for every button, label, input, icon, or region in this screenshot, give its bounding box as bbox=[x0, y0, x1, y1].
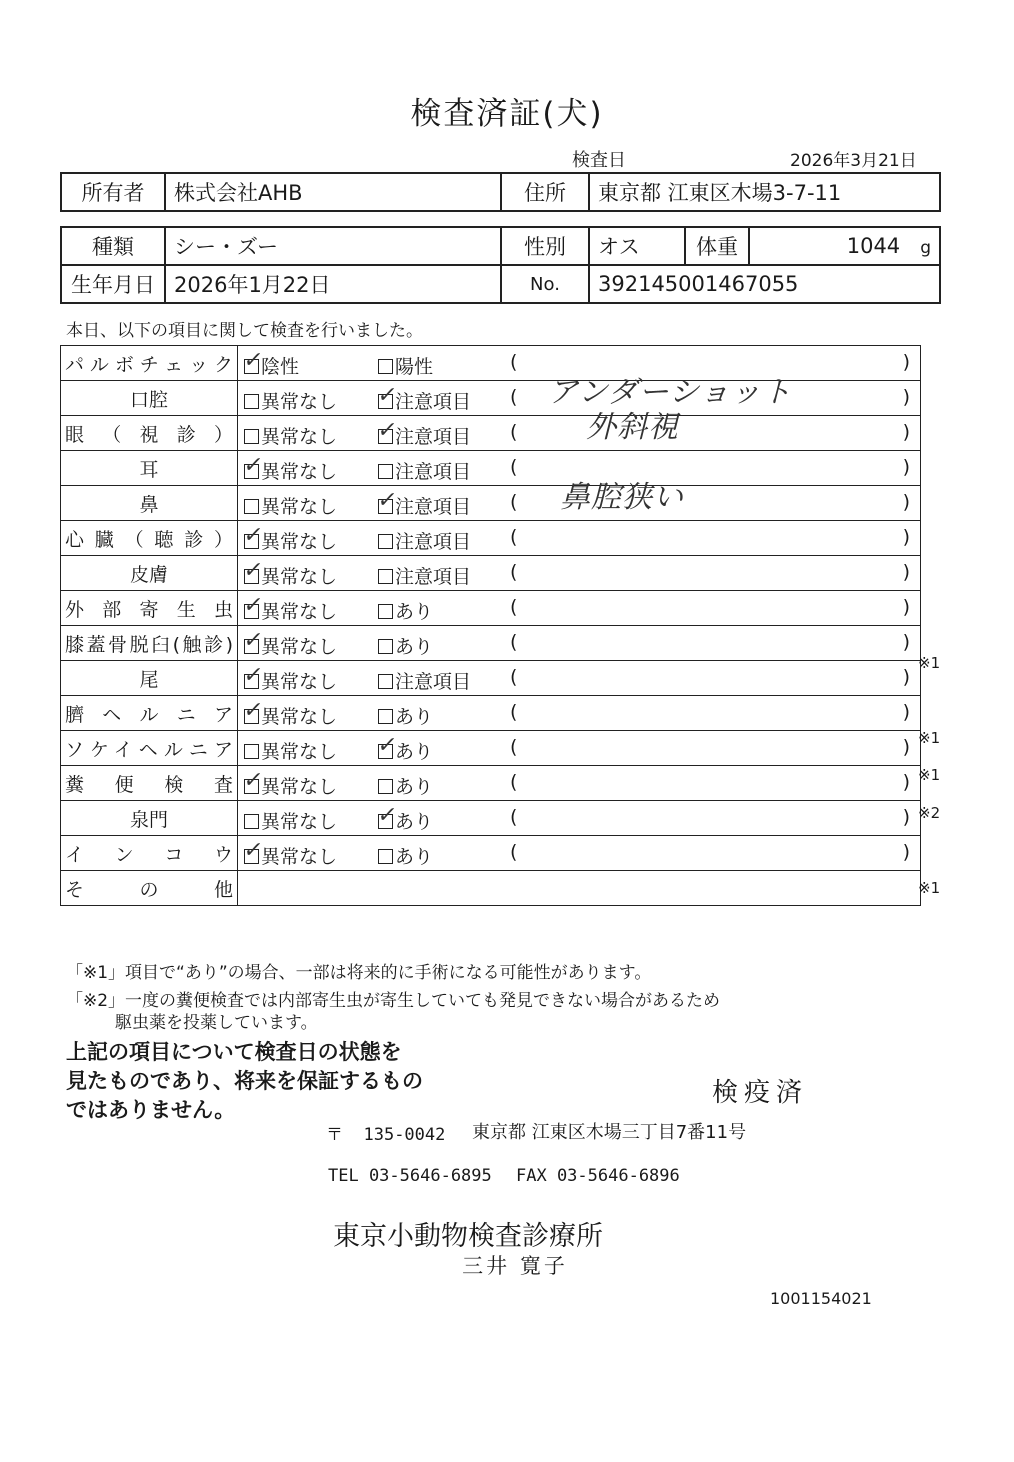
sex-label: 性別 bbox=[501, 227, 589, 265]
option-1-label: 異常なし bbox=[261, 811, 338, 833]
exam-item-body bbox=[238, 556, 921, 591]
option-2-label: 注意項目 bbox=[395, 391, 472, 413]
option-2[interactable] bbox=[375, 383, 472, 414]
exam-item-name: 眼（視診） bbox=[61, 416, 238, 451]
close-paren: ) bbox=[902, 456, 910, 478]
option-1[interactable] bbox=[241, 348, 300, 379]
close-paren: ) bbox=[902, 421, 910, 443]
checkbox-icon[interactable] bbox=[378, 359, 393, 374]
exam-row bbox=[61, 521, 921, 556]
exam-item-name: 耳 bbox=[61, 451, 238, 486]
option-2-label: 注意項目 bbox=[395, 461, 472, 483]
option-2[interactable] bbox=[375, 803, 434, 834]
option-2[interactable] bbox=[378, 527, 471, 554]
exam-item-body bbox=[238, 410, 921, 451]
open-paren: ( bbox=[510, 421, 518, 443]
birth-value: 2026年1月22日 bbox=[165, 265, 501, 303]
option-1-label: 異常なし bbox=[261, 531, 338, 553]
footnote-reference: ※1 bbox=[918, 878, 941, 897]
handwritten-note: 外斜視 bbox=[586, 410, 679, 445]
check-mark-icon: ✓ bbox=[241, 453, 265, 478]
weight-cell bbox=[749, 227, 940, 265]
birth-label: 生年月日 bbox=[61, 265, 165, 303]
option-1[interactable] bbox=[241, 628, 338, 659]
exam-item-name: 膝蓋骨脱臼(触診) bbox=[61, 626, 238, 661]
option-2-label: 注意項目 bbox=[395, 671, 472, 693]
exam-item-body bbox=[238, 661, 921, 696]
close-paren: ) bbox=[902, 771, 910, 793]
footnote-1: 「※1」項目で“あり”の場合、一部は将来的に手術になる可能性があります。 bbox=[66, 963, 652, 983]
option-2-label: あり bbox=[395, 636, 434, 658]
open-paren: ( bbox=[510, 596, 518, 618]
option-1-label: 異常なし bbox=[261, 461, 338, 483]
option-1[interactable] bbox=[241, 523, 338, 554]
option-1[interactable] bbox=[241, 768, 338, 799]
option-1-label: 異常なし bbox=[261, 496, 338, 518]
close-paren: ) bbox=[902, 806, 910, 828]
option-2[interactable] bbox=[375, 733, 434, 764]
option-1[interactable] bbox=[241, 558, 338, 589]
exam-item-name: ソケイヘルニア bbox=[61, 731, 238, 766]
clinic-name: 東京小動物検査診療所 bbox=[333, 1221, 603, 1252]
option-2[interactable] bbox=[378, 562, 471, 589]
checkbox-icon[interactable] bbox=[244, 394, 259, 409]
open-paren: ( bbox=[510, 771, 518, 793]
postal-line bbox=[326, 1120, 445, 1145]
exam-row bbox=[61, 626, 921, 661]
checkbox-icon[interactable] bbox=[375, 803, 399, 829]
quarantine-stamp: 検疫済 bbox=[712, 1078, 809, 1108]
exam-row bbox=[61, 591, 921, 626]
option-1[interactable] bbox=[244, 807, 337, 834]
no-label: No. bbox=[501, 265, 589, 303]
exam-item-body bbox=[238, 375, 921, 416]
check-mark-icon: ✓ bbox=[375, 733, 399, 758]
clinic-address: 東京都 江東区木場三丁目7番11号 bbox=[472, 1122, 747, 1143]
open-paren: ( bbox=[510, 386, 518, 408]
exam-item-body bbox=[238, 836, 921, 871]
option-1[interactable] bbox=[241, 698, 338, 729]
other-label: その他 bbox=[61, 871, 238, 906]
open-paren: ( bbox=[510, 701, 518, 723]
option-1[interactable] bbox=[241, 593, 338, 624]
weight-label: 体重 bbox=[685, 227, 749, 265]
check-mark-icon: ✓ bbox=[241, 523, 265, 548]
disclaimer bbox=[66, 1038, 423, 1125]
footnote-reference: ※1 bbox=[918, 654, 941, 673]
exam-item-name: 泉門 bbox=[61, 801, 238, 836]
clinic-fax: FAX 03-5646-6896 bbox=[516, 1166, 680, 1186]
exam-item-name: 口腔 bbox=[61, 381, 238, 416]
checkbox-icon[interactable] bbox=[244, 429, 259, 444]
option-2-label: 陽性 bbox=[395, 356, 434, 378]
option-2-label: あり bbox=[395, 811, 434, 833]
option-1-label: 異常なし bbox=[261, 846, 338, 868]
option-1-label: 陰性 bbox=[261, 356, 300, 378]
exam-row bbox=[61, 486, 921, 521]
address-value: 東京都 江東区木場3-7-11 bbox=[589, 173, 940, 211]
checkbox-icon[interactable] bbox=[244, 814, 259, 829]
exam-item-body bbox=[238, 591, 921, 626]
open-paren: ( bbox=[510, 526, 518, 548]
disclaimer-line: 上記の項目について検査日の状態を bbox=[66, 1040, 402, 1064]
option-1[interactable] bbox=[244, 492, 337, 519]
postal-mark: 〒 bbox=[326, 1125, 343, 1145]
owner-value: 株式会社AHB bbox=[165, 173, 501, 211]
exam-item-name: インコウ bbox=[61, 836, 238, 871]
checkbox-icon[interactable] bbox=[241, 698, 265, 724]
check-mark-icon: ✓ bbox=[241, 698, 265, 723]
checkbox-icon[interactable] bbox=[378, 464, 393, 479]
option-1[interactable] bbox=[244, 737, 337, 764]
exam-item-body bbox=[238, 521, 921, 556]
inspection-date-value: 2026年3月21日 bbox=[790, 151, 917, 171]
open-paren: ( bbox=[510, 491, 518, 513]
close-paren: ) bbox=[902, 386, 910, 408]
option-1-label: 異常なし bbox=[261, 566, 338, 588]
checkbox-icon[interactable] bbox=[241, 768, 265, 794]
check-mark-icon: ✓ bbox=[241, 348, 265, 373]
exam-row bbox=[61, 836, 921, 871]
option-1-label: 異常なし bbox=[261, 391, 338, 413]
checkbox-icon[interactable] bbox=[375, 383, 399, 409]
exam-item-name: パルボチェック bbox=[61, 346, 238, 381]
checkbox-icon[interactable] bbox=[241, 663, 265, 689]
animal-table bbox=[60, 226, 941, 304]
check-mark-icon: ✓ bbox=[241, 768, 265, 793]
option-1[interactable] bbox=[244, 422, 337, 449]
checkbox-icon[interactable] bbox=[241, 838, 265, 864]
exam-item-name: 尾 bbox=[61, 661, 238, 696]
check-mark-icon: ✓ bbox=[241, 838, 265, 863]
exam-item-body bbox=[238, 731, 921, 766]
option-1[interactable] bbox=[241, 663, 338, 694]
open-paren: ( bbox=[510, 631, 518, 653]
option-1[interactable] bbox=[241, 838, 338, 869]
option-1-label: 異常なし bbox=[261, 776, 338, 798]
exam-item-body bbox=[238, 766, 921, 801]
open-paren: ( bbox=[510, 666, 518, 688]
option-2-label: 注意項目 bbox=[395, 496, 472, 518]
footnote-reference: ※1 bbox=[918, 766, 941, 785]
open-paren: ( bbox=[510, 561, 518, 583]
checkbox-icon[interactable] bbox=[378, 569, 393, 584]
option-2[interactable] bbox=[378, 667, 471, 694]
option-1-label: 異常なし bbox=[261, 671, 338, 693]
exam-item-name: 皮膚 bbox=[61, 556, 238, 591]
option-2[interactable] bbox=[378, 457, 471, 484]
option-2[interactable] bbox=[378, 772, 433, 799]
close-paren: ) bbox=[902, 561, 910, 583]
exam-item-name: 心臓（聴診） bbox=[61, 521, 238, 556]
check-mark-icon: ✓ bbox=[241, 593, 265, 618]
check-mark-icon: ✓ bbox=[375, 418, 399, 443]
option-2-label: 注意項目 bbox=[395, 426, 472, 448]
exam-row bbox=[61, 381, 921, 416]
serial-number: 1001154021 bbox=[770, 1289, 872, 1308]
exam-row bbox=[61, 451, 921, 486]
exam-row bbox=[61, 661, 921, 696]
owner-label: 所有者 bbox=[61, 173, 165, 211]
exam-item-body bbox=[238, 480, 921, 521]
handwritten-note: アンダーショット bbox=[548, 375, 793, 410]
option-2[interactable] bbox=[378, 597, 433, 624]
option-1-label: 異常なし bbox=[261, 706, 338, 728]
open-paren: ( bbox=[510, 736, 518, 758]
checkbox-icon[interactable] bbox=[378, 849, 393, 864]
option-2-label: あり bbox=[395, 706, 434, 728]
postal-code: 135-0042 bbox=[363, 1125, 446, 1145]
checkbox-icon[interactable] bbox=[378, 779, 393, 794]
open-paren: ( bbox=[510, 351, 518, 373]
exam-item-name: 糞便検査 bbox=[61, 766, 238, 801]
checkbox-icon[interactable] bbox=[375, 418, 399, 444]
close-paren: ) bbox=[902, 491, 910, 513]
checkbox-icon[interactable] bbox=[241, 593, 265, 619]
exam-table bbox=[60, 345, 921, 906]
exam-row bbox=[61, 556, 921, 591]
option-2[interactable] bbox=[378, 702, 433, 729]
option-2-label: 注意項目 bbox=[395, 566, 472, 588]
other-value bbox=[238, 871, 921, 906]
weight-value: 1044 bbox=[846, 234, 901, 258]
open-paren: ( bbox=[510, 456, 518, 478]
open-paren: ( bbox=[510, 841, 518, 863]
close-paren: ) bbox=[902, 666, 910, 688]
checkbox-icon[interactable] bbox=[241, 628, 265, 654]
exam-row bbox=[61, 696, 921, 731]
exam-item-name: 外部寄生虫 bbox=[61, 591, 238, 626]
check-mark-icon: ✓ bbox=[375, 488, 399, 513]
checkbox-icon[interactable] bbox=[378, 709, 393, 724]
checkbox-icon[interactable] bbox=[241, 558, 265, 584]
option-2[interactable] bbox=[378, 352, 433, 379]
footnote-2-line-1: 「※2」一度の糞便検査では内部寄生虫が寄生していても発見できない場合があるため bbox=[66, 991, 721, 1011]
check-mark-icon: ✓ bbox=[375, 803, 399, 828]
checkbox-icon[interactable] bbox=[375, 733, 399, 759]
exam-row bbox=[61, 416, 921, 451]
close-paren: ) bbox=[902, 631, 910, 653]
no-value: 392145001467055 bbox=[589, 265, 940, 303]
vet-name: 三井 寛子 bbox=[462, 1254, 568, 1278]
option-2[interactable] bbox=[375, 488, 472, 519]
document-title: 検査済証(犬) bbox=[410, 96, 604, 132]
checkbox-icon[interactable] bbox=[241, 523, 265, 549]
checkbox-icon[interactable] bbox=[378, 674, 393, 689]
breed-value: シー・ズー bbox=[165, 227, 501, 265]
address-label: 住所 bbox=[501, 173, 589, 211]
breed-label: 種類 bbox=[61, 227, 165, 265]
exam-item-name: 臍ヘルニア bbox=[61, 696, 238, 731]
footnote-2-line-2: 駆虫薬を投薬しています。 bbox=[115, 1013, 318, 1033]
option-1[interactable] bbox=[244, 387, 337, 414]
close-paren: ) bbox=[902, 841, 910, 863]
checkbox-icon[interactable] bbox=[244, 499, 259, 514]
close-paren: ) bbox=[902, 701, 910, 723]
option-2[interactable] bbox=[378, 632, 433, 659]
exam-item-name: 鼻 bbox=[61, 486, 238, 521]
open-paren: ( bbox=[510, 806, 518, 828]
inspection-date-label: 検査日 bbox=[572, 150, 626, 171]
disclaimer-line: 見たものであり、将来を保証するもの bbox=[66, 1069, 423, 1093]
handwritten-note: 鼻腔狭い bbox=[560, 480, 684, 515]
checkbox-icon[interactable] bbox=[375, 488, 399, 514]
owner-table bbox=[60, 172, 941, 212]
option-2-label: あり bbox=[395, 601, 434, 623]
weight-unit: g bbox=[920, 238, 931, 258]
footnote-reference: ※1 bbox=[918, 729, 941, 747]
option-2-label: 注意項目 bbox=[395, 531, 472, 553]
exam-row bbox=[61, 731, 921, 766]
checkbox-icon[interactable] bbox=[244, 744, 259, 759]
option-1[interactable] bbox=[241, 453, 338, 484]
exam-row bbox=[61, 766, 921, 801]
close-paren: ) bbox=[902, 526, 910, 548]
exam-item-body bbox=[238, 696, 921, 731]
option-1-label: 異常なし bbox=[261, 426, 338, 448]
check-mark-icon: ✓ bbox=[241, 628, 265, 653]
clinic-tel: TEL 03-5646-6895 bbox=[328, 1166, 492, 1186]
footnote-reference: ※2 bbox=[918, 803, 941, 822]
check-mark-icon: ✓ bbox=[241, 663, 265, 688]
close-paren: ) bbox=[902, 351, 910, 373]
checkbox-icon[interactable] bbox=[378, 604, 393, 619]
check-mark-icon: ✓ bbox=[375, 383, 399, 408]
option-2-label: あり bbox=[395, 846, 434, 868]
option-1-label: 異常なし bbox=[261, 741, 338, 763]
option-1-label: 異常なし bbox=[261, 601, 338, 623]
exam-item-body bbox=[238, 801, 921, 836]
check-mark-icon: ✓ bbox=[241, 558, 265, 583]
option-2[interactable] bbox=[375, 418, 472, 449]
option-1-label: 異常なし bbox=[261, 636, 338, 658]
checkbox-icon[interactable] bbox=[241, 348, 265, 374]
option-2-label: あり bbox=[395, 741, 434, 763]
checkbox-icon[interactable] bbox=[241, 453, 265, 479]
checkbox-icon[interactable] bbox=[378, 639, 393, 654]
close-paren: ) bbox=[902, 736, 910, 758]
checkbox-icon[interactable] bbox=[378, 534, 393, 549]
close-paren: ) bbox=[902, 596, 910, 618]
exam-row bbox=[61, 801, 921, 836]
exam-item-body bbox=[238, 626, 921, 661]
option-2-label: あり bbox=[395, 776, 434, 798]
option-2[interactable] bbox=[378, 842, 433, 869]
intro-text: 本日、以下の項目に関して検査を行いました。 bbox=[66, 321, 423, 341]
sex-value: オス bbox=[589, 227, 685, 265]
disclaimer-line: ではありません。 bbox=[66, 1098, 236, 1122]
